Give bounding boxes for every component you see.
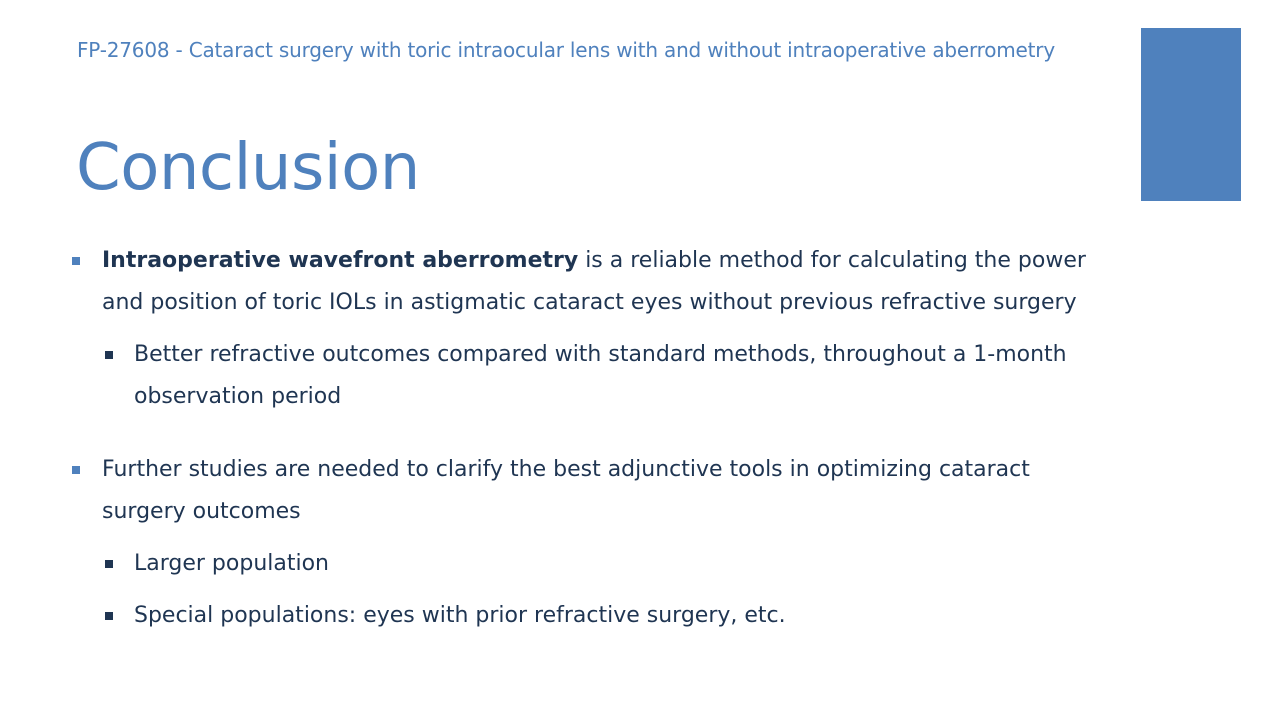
bullet-emphasis: Intraoperative wavefront aberrometry [102,248,579,273]
sub-bullet-item [72,595,1112,637]
sub-bullet-item [72,543,1112,585]
sub-bullet-marker-square-icon [105,351,113,359]
slide-title: Conclusion [76,131,420,205]
sub-bullet-marker-square-icon [105,612,113,620]
bullet-text: is a reliable method for calculating the power and position of toric IOLs in astigmatic cataract eyes without previous refractive surgery [102,248,1086,315]
bullet-item [72,240,1112,324]
bullet-text: Further studies are needed to clarify the best adjunctive tools in optimizing cataract surgery outcomes [102,457,1030,524]
sub-bullet-item [72,334,1112,418]
bullet-marker-square-icon [72,466,80,474]
bullet-list [72,240,1112,637]
slide-subtitle: FP-27608 - Cataract surgery with toric intraocular lens with and without intraoperative aberrometry [77,38,1055,62]
bullet-item [72,449,1112,533]
accent-block [1141,28,1241,201]
sub-bullet-text: Larger population [134,551,330,576]
sub-bullet-text: Better refractive outcomes compared with standard methods, throughout a 1-month observation period [134,342,1067,409]
sub-bullet-text: Special populations: eyes with prior refractive surgery, etc. [134,603,786,628]
sub-bullet-marker-square-icon [105,560,113,568]
bullet-marker-square-icon [72,257,80,265]
